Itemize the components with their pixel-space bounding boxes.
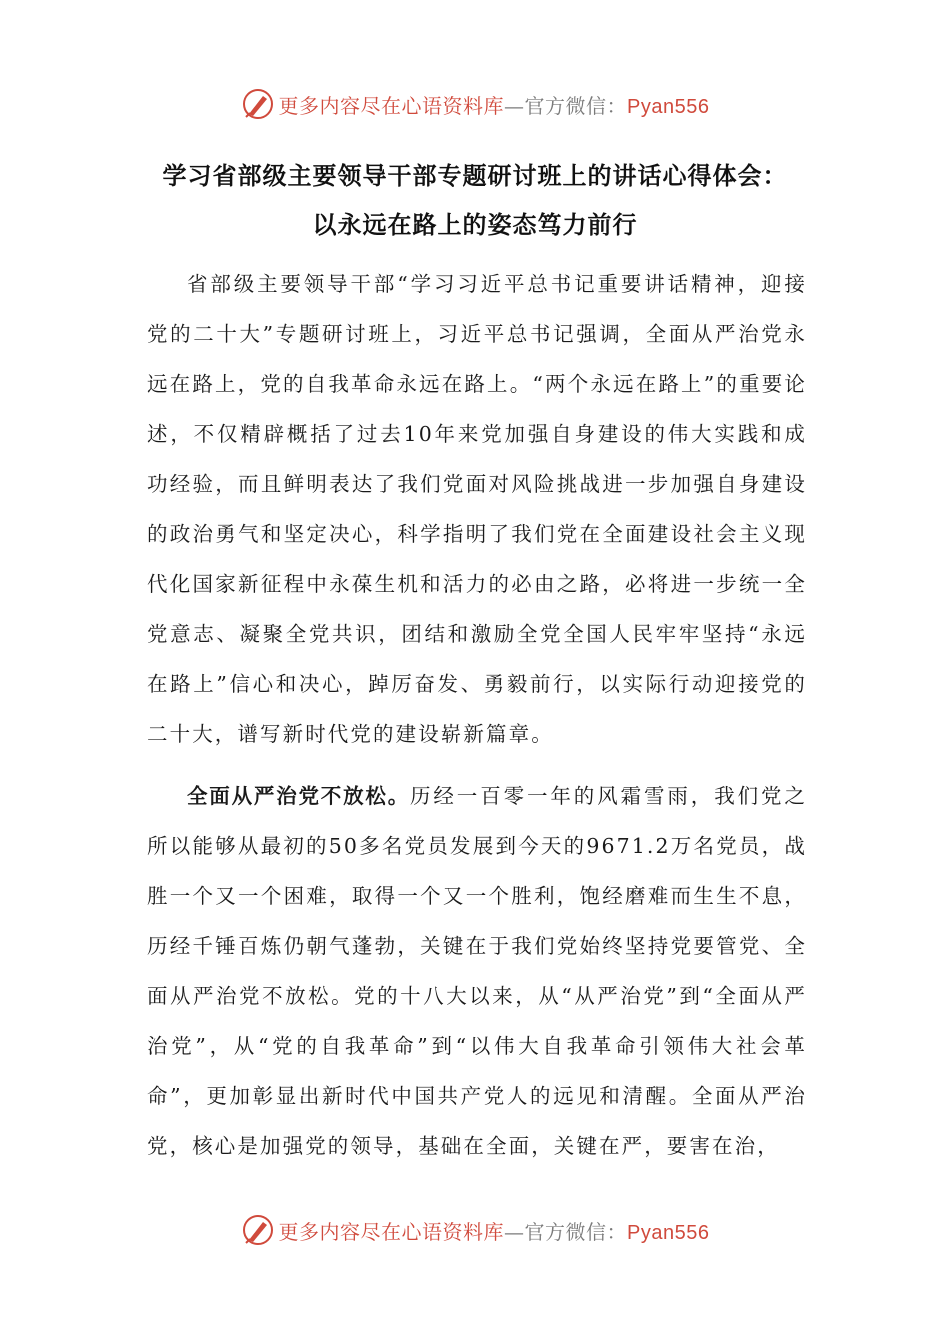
body-paragraph-1: 省部级主要领导干部“学习习近平总书记重要讲话精神，迎接党的二十大”专题研讨班上，习近平总书记强调，全面从严治党永远在路上，党的自我革命永远在路上。“两个永远在路上”的重要论述，不仅精辟概括了过去10年来党加强自身建设的伟大实践和成功经验，而且鲜明表达了我们党面对风险挑战进一步加强自身建设的政治勇气和坚定决心，科学指明了我们党在全面建设社会主义现代化国家新征程中永葆生机和活力的必由之路，必将进一步统一全党意志、凝聚全党共识，团结和激励全党全国人民牢牢坚持“永远在路上”信心和决心，踔厉奋发、勇毅前行，以实际行动迎接党的二十大，谱写新时代党的建设崭新篇章。 (147, 272, 807, 746)
body-paragraph-2 (147, 771, 807, 1171)
watermark-text (279, 1216, 710, 1245)
watermark-dash: — (504, 1219, 525, 1244)
watermark-account-id: Pyan556 (627, 95, 710, 118)
watermark-dash: — (504, 93, 525, 118)
footer-watermark (0, 1210, 950, 1250)
pen-nib-circle-icon (241, 1213, 275, 1247)
watermark-right-text: 官方微信： (524, 1219, 628, 1244)
watermark-account-id: Pyan556 (627, 1221, 710, 1244)
paragraph-2-lead: 全面从严治党不放松。 (187, 784, 410, 808)
pen-nib-circle-icon (241, 87, 275, 121)
paragraph-2-body: 历经一百零一年的风霜雪雨，我们党之所以能够从最初的50多名党员发展到今天的9671.2万名党员，战胜一个又一个困难，取得一个又一个胜利，饱经磨难而生生不息，历经千锤百炼仍朝气蓬勃，关键在于我们党始终坚持党要管党、全面从严治党不放松。党的十八大以来，从“从严治党”到“全面从严治党”，从“党的自我革命”到“以伟大自我革命引领伟大社会革命”，更加彰显出新时代中国共产党人的远见和清醒。全面从严治党，核心是加强党的领导，基础在全面，关键在严，要害在治， (147, 784, 807, 1158)
header-watermark (0, 84, 950, 124)
document-title-line2: 以永远在路上的姿态笃力前行 (312, 211, 638, 239)
watermark-left-text: 更多内容尽在心语资料库 (278, 93, 505, 118)
watermark-right-text: 官方微信： (524, 93, 628, 118)
watermark-text (279, 90, 710, 119)
watermark-left-text: 更多内容尽在心语资料库 (278, 1219, 505, 1244)
document-title-line1: 学习省部级主要领导干部专题研讨班上的讲话心得体会： (162, 162, 788, 190)
